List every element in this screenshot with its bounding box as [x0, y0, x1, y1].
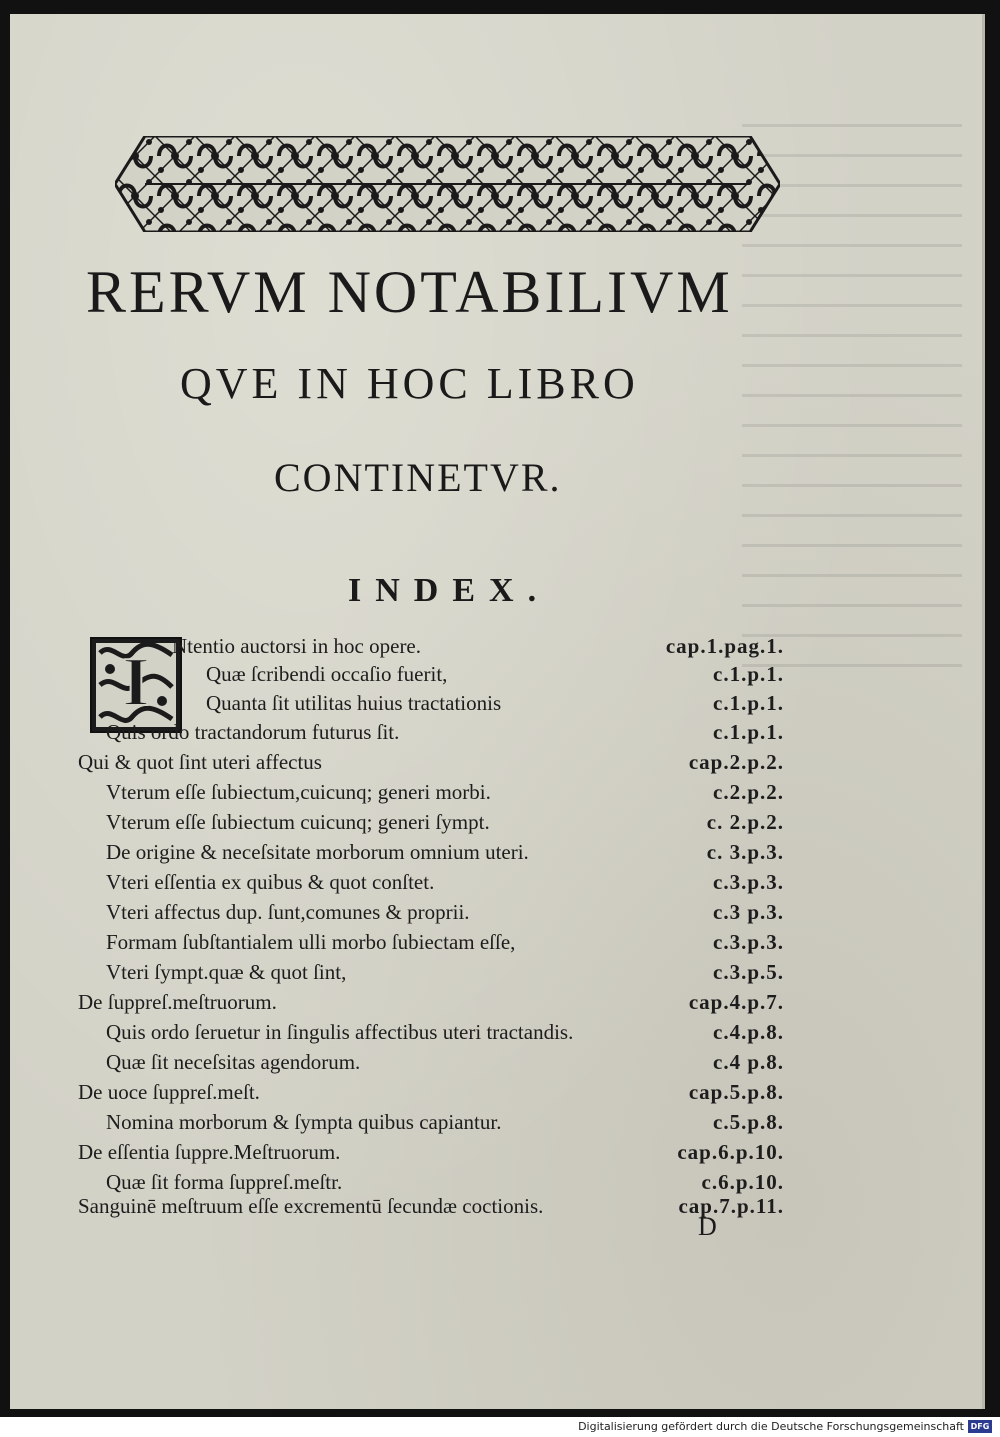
entry-label: Sanguinē meſtruum eſſe excrementū ſecundæ coctionis.	[78, 1194, 544, 1218]
entry-label: Quæ ſit neceſsitas agendorum.	[106, 1050, 361, 1074]
entry-reference: c.1.p.1.	[713, 662, 784, 686]
entry-reference: c.5.p.8.	[713, 1110, 784, 1134]
index-entry	[10, 750, 982, 778]
entry-label: Vteri affectus dup. ſunt,comunes & proprii.	[106, 900, 470, 924]
index-entry	[10, 840, 982, 868]
index-entry	[10, 930, 982, 958]
entry-reference: cap.7.p.11.	[678, 1194, 784, 1218]
index-entry	[10, 1110, 982, 1138]
signature-mark: D	[698, 1212, 717, 1241]
entry-reference: c. 2.p.2.	[706, 810, 784, 834]
index-entry	[10, 1050, 982, 1078]
entry-reference: c.6.p.10.	[701, 1170, 784, 1194]
entry-reference: cap.4.p.7.	[688, 990, 784, 1014]
entry-reference: c.3 p.3.	[713, 900, 784, 924]
initial-letter: I	[122, 644, 150, 721]
entry-reference: c.2.p.2.	[713, 780, 784, 804]
entry-label: Quanta ſit utilitas huius tractationis	[206, 691, 502, 715]
entry-label: Quis ordo tractandorum futurus ſit.	[106, 720, 400, 744]
entry-label: Nomina morborum & ſympta quibus capiantur.	[106, 1110, 502, 1134]
entry-reference: cap.5.p.8.	[688, 1080, 784, 1104]
entry-label: Quæ ſit forma ſuppreſ.meſtr.	[106, 1170, 343, 1194]
entry-label: Vterum eſſe ſubiectum cuicunq; generi ſympt.	[106, 810, 490, 834]
footer-credit: Digitalisierung gefördert durch die Deutsche Forschungsgemeinschaft	[578, 1420, 964, 1433]
entry-label: Vteri ſympt.quæ & quot ſint,	[106, 960, 347, 984]
book-page	[10, 14, 985, 1409]
entry-label: De uoce ſuppreſ.meſt.	[78, 1080, 260, 1104]
ornamental-headpiece	[115, 136, 780, 232]
index-entry	[10, 870, 982, 898]
entry-reference: cap.2.p.2.	[688, 750, 784, 774]
entry-reference: c.3.p.3.	[713, 870, 784, 894]
entry-reference: c.4 p.8.	[713, 1050, 784, 1074]
entry-reference: c.3.p.5.	[713, 960, 784, 984]
entry-reference: cap.1.pag.1.	[665, 634, 784, 658]
index-heading: INDEX.	[348, 572, 551, 609]
entry-label: Vterum eſſe ſubiectum,cuicunq; generi morbi.	[106, 780, 491, 804]
entry-label: Qui & quot ſint uteri affectus	[78, 750, 322, 774]
entry-reference: c.4.p.8.	[713, 1020, 784, 1044]
index-entry	[10, 810, 982, 838]
digitization-footer	[0, 1417, 1000, 1437]
index-entry	[10, 900, 982, 928]
entry-reference: cap.6.p.10.	[677, 1140, 784, 1164]
entry-reference: c. 3.p.3.	[706, 840, 784, 864]
entry-label: Ntentio auctorsi in hoc opere.	[172, 634, 422, 658]
index-entry	[10, 1194, 982, 1222]
title-line-2: QVE IN HOC LIBRO	[180, 359, 639, 408]
index-entry	[10, 662, 982, 690]
entry-label: Vteri eſſentia ex quibus & quot conſtet.	[106, 870, 435, 894]
entry-reference: c.3.p.3.	[713, 930, 784, 954]
entry-label: De eſſentia ſuppre.Meſtruorum.	[78, 1140, 341, 1164]
entry-label: Quæ ſcribendi occaſio fuerit,	[206, 662, 448, 686]
index-entry	[10, 691, 982, 719]
index-entry	[10, 1020, 982, 1048]
entry-label: Quis ordo ſeruetur in ſingulis affectibus uteri tractandis.	[106, 1020, 574, 1044]
index-entry	[10, 990, 982, 1018]
index-entry	[10, 1080, 982, 1108]
index-entry	[10, 1140, 982, 1168]
title-line-3: CONTINETVR.	[274, 455, 562, 500]
entry-reference: c.1.p.1.	[713, 720, 784, 744]
entry-reference: c.1.p.1.	[713, 691, 784, 715]
dfg-logo: DFG	[968, 1420, 992, 1433]
title-line-1: RERVM NOTABILIVM	[86, 259, 733, 325]
index-entry	[10, 960, 982, 988]
entry-label: Formam ſubſtantialem ulli morbo ſubiectam eſſe,	[106, 930, 516, 954]
index-entry	[10, 634, 982, 662]
entry-label: De ſuppreſ.meſtruorum.	[78, 990, 277, 1014]
entry-label: De origine & neceſsitate morborum omnium uteri.	[106, 840, 529, 864]
index-entry	[10, 720, 982, 748]
index-entry	[10, 780, 982, 808]
